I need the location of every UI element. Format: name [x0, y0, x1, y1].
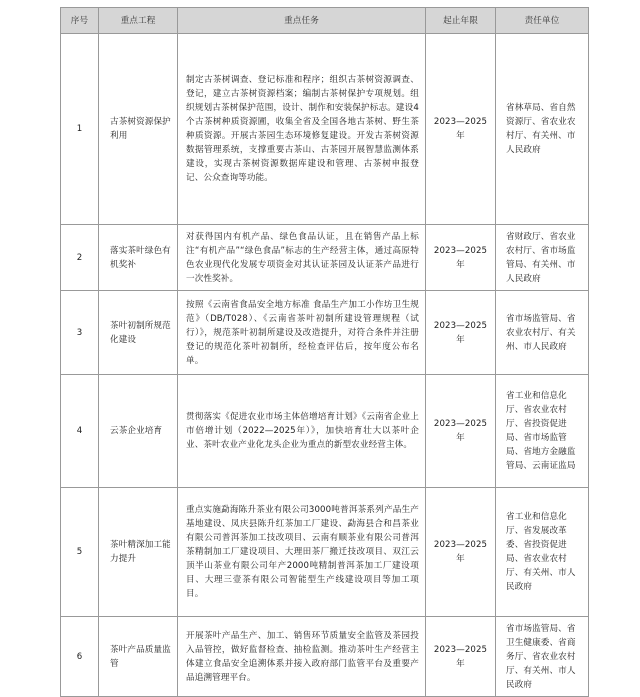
header-period: 起止年限 [426, 8, 496, 34]
row-period [426, 488, 496, 617]
period-end: 年 [456, 658, 465, 669]
key-projects-table [60, 7, 589, 697]
period-end: 年 [456, 259, 465, 270]
table-row [61, 34, 589, 225]
period-end: 年 [456, 131, 465, 141]
row-units: 省工业和信息化厅、省农业农村厅、省投资促进局、省市场监管局、省地方金融监管局、云南证监局 [496, 375, 589, 488]
row-tasks: 对获得国内有机产品、绿色食品认证，且在销售产品上标注“有机产品”“绿色食品”标志的生产经营主体，通过高原特色农业现代化发展专项资金对其认证茶园及认证茶产品进行一次性奖补。 [178, 225, 426, 291]
period-start: 2023—2025 [433, 644, 488, 655]
row-project: 茶叶精深加工能力提升 [99, 488, 178, 617]
row-project: 落实茶叶绿色有机奖补 [99, 225, 178, 291]
row-no: 6 [61, 617, 99, 697]
row-project: 古茶树资源保护利用 [99, 34, 178, 225]
row-tasks: 开展茶叶产品生产、加工、销售环节质量安全监管及茶园投入品管控，做好监督检查、抽检监测。推动茶叶生产经营主体建立食品安全追溯体系并接入政府部门监管平台及重要产品追溯管理平台。 [178, 617, 426, 697]
row-period [426, 617, 496, 697]
row-tasks: 重点实施勐海陈升茶业有限公司3000吨普洱茶系列产品生产基地建设、凤庆县陈升红茶加工厂建设、勐海县合和昌茶业有限公司普洱茶加工技改项目、云南有顺茶业有限公司普洱茶精制加工厂建设项目、大理田茶厂搬迁技改项目、双江云顶半山茶业有限公司年产2000吨精制普洱茶加工厂建设项目、大理三壹茶有限公司智能型生产线建设项目等加工项目。 [178, 488, 426, 617]
row-period [426, 225, 496, 291]
row-units: 省财政厅、省农业农村厅、省市场监管局、有关州、市人民政府 [496, 225, 589, 291]
table-row [61, 225, 589, 291]
row-period [426, 375, 496, 488]
row-tasks: 制定古茶树调查、登记标准和程序；组织古茶树资源调查、登记，建立古茶树资源档案；编制古茶树保护专项规划。组织规划古茶树保护范围，设计、制作和安装保护标志。建设4个古茶树种质资源圃，收集全省及全国各地古茶树、野生茶种质资源。开展古茶园生态环境修复建设。开发古茶树资源数据管理系统，支撑重要古茶山、古茶园开展智慧监测体系建设，实现古茶树资源数据库建设和管理、古茶树申报登记、公众查询等功能。 [178, 34, 426, 225]
row-tasks: 贯彻落实《促进农业市场主体倍增培育计划》《云南省企业上市倍增计划（2022—2025年）》，加快培育壮大以茶叶企业、茶叶农业产业化龙头企业为重点的新型农业经营主体。 [178, 375, 426, 488]
header-tasks: 重点任务 [178, 8, 426, 34]
header-project: 重点工程 [99, 8, 178, 34]
row-period [426, 291, 496, 375]
header-units: 责任单位 [496, 8, 589, 34]
row-no: 2 [61, 225, 99, 291]
table-row [61, 488, 589, 617]
row-no: 4 [61, 375, 99, 488]
period-start: 2023—2025 [433, 117, 488, 127]
row-project: 茶叶初制所规范化建设 [99, 291, 178, 375]
row-period [426, 34, 496, 225]
period-start: 2023—2025 [433, 320, 488, 331]
row-units: 省市场监管局、省农业农村厅、有关州、市人民政府 [496, 291, 589, 375]
table-row [61, 375, 589, 488]
period-start: 2023—2025 [433, 540, 488, 550]
row-project: 云茶企业培育 [99, 375, 178, 488]
period-start: 2023—2025 [433, 419, 488, 429]
row-units: 省工业和信息化厅、省发展改革委、省投资促进局、省农业农村厅、有关州、市人民政府 [496, 488, 589, 617]
row-units: 省市场监管局、省卫生健康委、省商务厅、省农业农村厅、有关州、市人民政府 [496, 617, 589, 697]
row-tasks: 按照《云南省食品安全地方标准 食品生产加工小作坊卫生规范》（DB/T028）、《云南省茶叶初制所建设管理规程（试行）》，规范茶叶初制所建设及改造提升，对符合条件并注册登记的规范化茶叶初制所，经检查评估后，按年度公布名单。 [178, 291, 426, 375]
row-no: 3 [61, 291, 99, 375]
period-end: 年 [456, 334, 465, 345]
row-units: 省林草局、省自然资源厅、省农业农村厅、有关州、市人民政府 [496, 34, 589, 225]
row-project: 茶叶产品质量监管 [99, 617, 178, 697]
table-row [61, 291, 589, 375]
row-no: 1 [61, 34, 99, 225]
period-end: 年 [456, 433, 465, 443]
period-end: 年 [456, 554, 465, 564]
header-no: 序号 [61, 8, 99, 34]
period-start: 2023—2025 [433, 245, 488, 256]
table-header-row [61, 8, 589, 34]
table-row [61, 617, 589, 697]
row-no: 5 [61, 488, 99, 617]
